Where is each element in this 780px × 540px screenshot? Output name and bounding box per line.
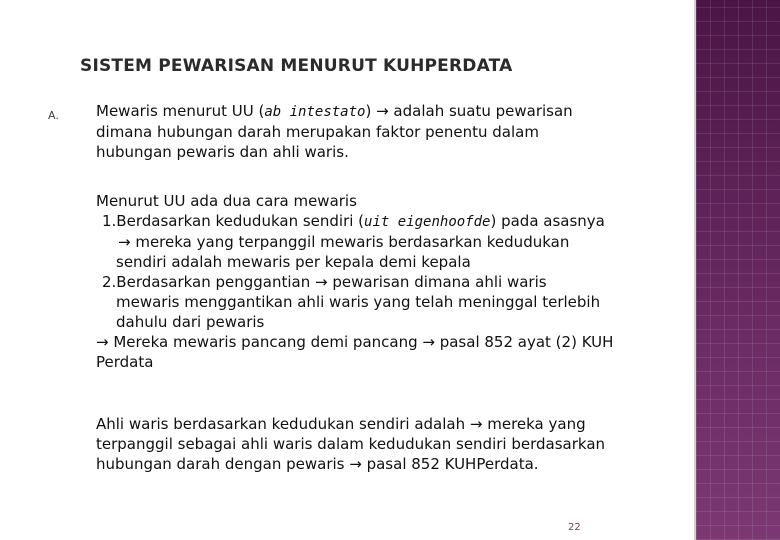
- italic-term: ab intestato: [264, 104, 366, 120]
- slide-title: SISTEM PEWARISAN MENURUT KUHPERDATA: [80, 56, 513, 76]
- paragraph-line: dimana hubungan darah merupakan faktor penentu dalam: [96, 123, 539, 141]
- list-marker: A.: [48, 109, 59, 122]
- list-item-3: → Mereka mewaris pancang demi pancang → pasal 852 ayat (2) KUH: [96, 333, 614, 351]
- paragraph-line: Menurut UU ada dua cara mewaris: [96, 192, 357, 210]
- text-segment: Mewaris menurut UU (: [96, 102, 265, 120]
- paragraph-line: hubungan darah dengan pewaris → pasal 852 KUHPerdata.: [96, 455, 539, 473]
- text-segment: ) pada asasnya: [490, 212, 605, 230]
- paragraph-line: [96, 101, 726, 122]
- list-item-line: dahulu dari pewaris: [116, 313, 265, 331]
- paragraph-two-ways: [96, 191, 726, 372]
- paragraph-line: terpanggil sebagai ahli waris dalam kedudukan sendiri berdasarkan: [96, 435, 606, 453]
- paragraph-line: hubungan pewaris dan ahli waris.: [96, 143, 349, 161]
- page-number: 22: [568, 522, 581, 533]
- list-item-2: 2.Berdasarkan penggantian → pewarisan dimana ahli waris: [102, 273, 547, 291]
- paragraph-line: Ahli waris berdasarkan kedudukan sendiri adalah → mereka yang: [96, 415, 586, 433]
- text-segment: 1.Berdasarkan kedudukan sendiri (: [102, 212, 365, 230]
- text-segment: ) → adalah suatu pewarisan: [365, 102, 573, 120]
- italic-term: uit eigenhoofde: [364, 214, 491, 230]
- list-item-line: → mereka yang terpanggil mewaris berdasarkan kedudukan: [118, 233, 570, 251]
- list-item-1: [96, 211, 726, 232]
- list-item-line: Perdata: [96, 353, 154, 371]
- paragraph-intestato: [96, 101, 726, 162]
- paragraph-ahli-waris: [96, 414, 726, 474]
- list-item-line: sendiri adalah mewaris per kepala demi kepala: [116, 253, 471, 271]
- list-item-line: mewaris menggantikan ahli waris yang telah meninggal terlebih: [116, 293, 601, 311]
